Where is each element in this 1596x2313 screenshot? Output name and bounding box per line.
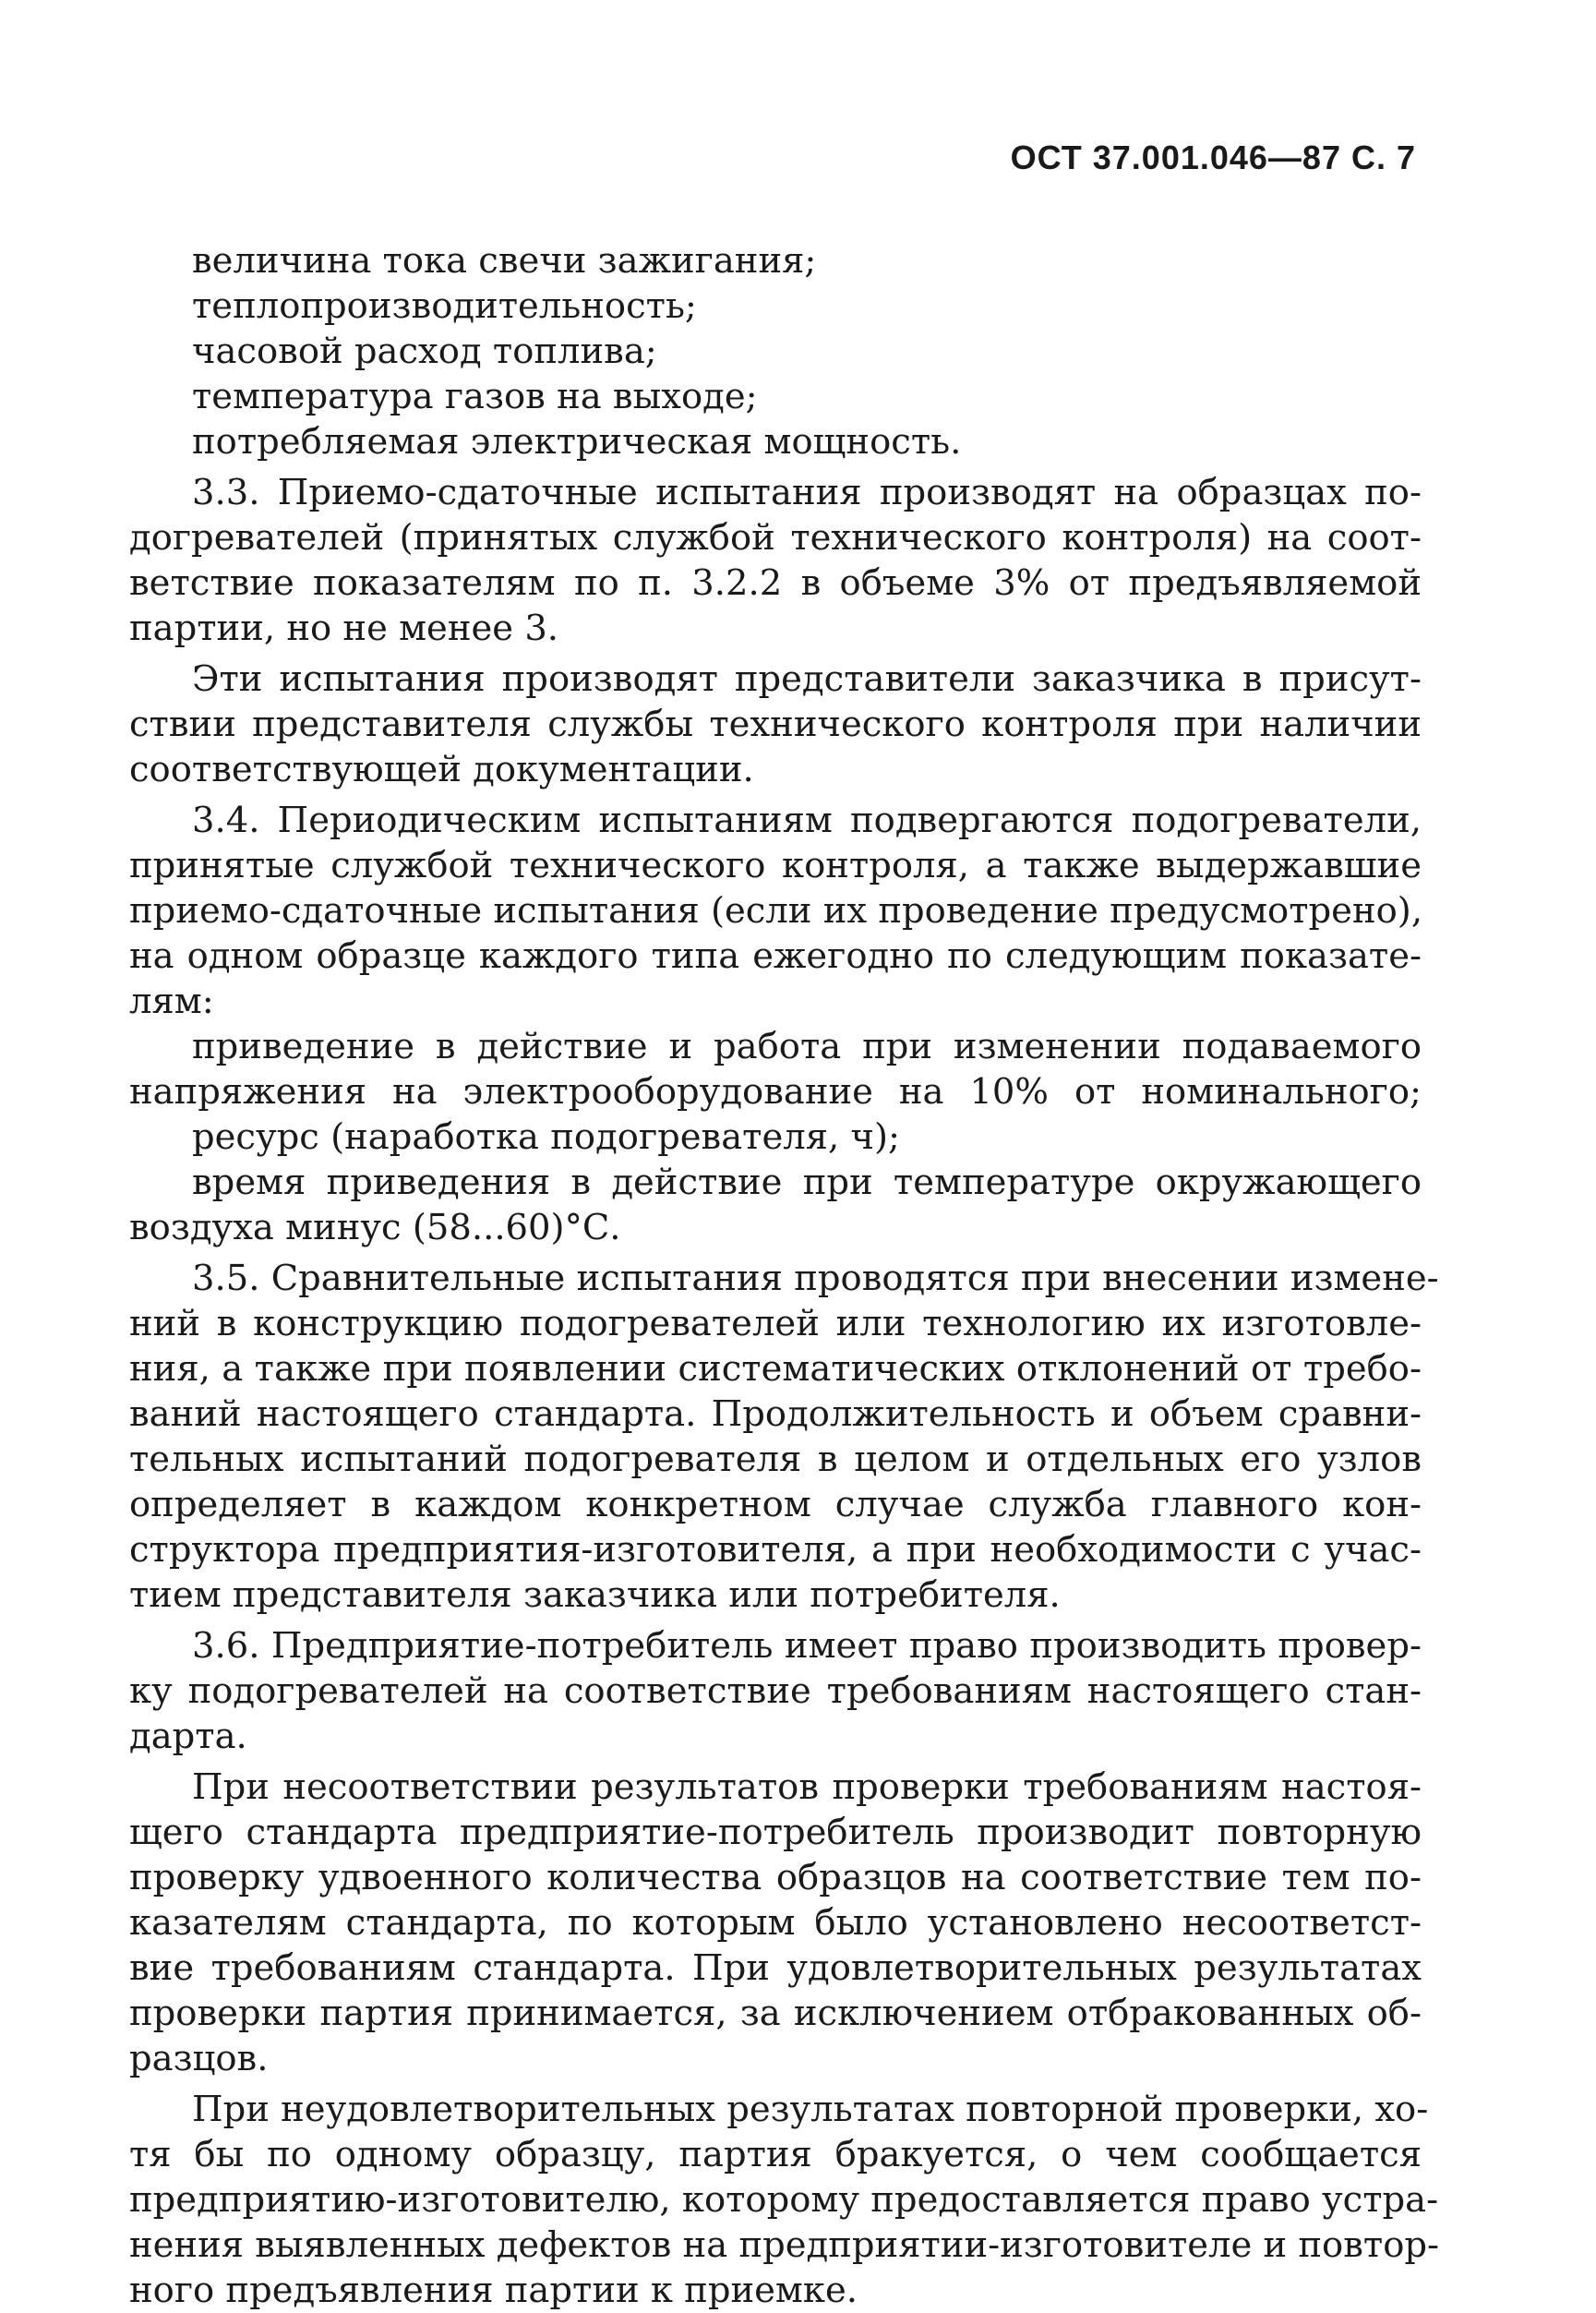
text-line: ветствие показателям по п. 3.2.2 в объеме 3% от предъявляемой [129,562,1422,604]
text-line: время приведения в действие при температуре окружающего [192,1162,1422,1203]
page-header-code: ОСТ 37.001.046—87 С. 7 [1010,139,1416,176]
text-line: партии, но не менее 3. [129,608,559,649]
text-line: ствии представителя службы технического контроля при наличии [129,704,1422,745]
text-line: приемо-сдаточные испытания (если их проведение предусмотрено), [129,890,1423,932]
text-line: потребляемая электрическая мощность. [192,421,962,463]
text-line: теплопроизводительность; [192,285,697,327]
text-line: определяет в каждом конкретном случае служба главного кон- [129,1484,1422,1525]
text-line: тя бы по одному образцу, партия бракуется, о чем сообщается [129,2134,1422,2175]
text-line: соответствующей документации. [129,749,754,790]
text-line: напряжения на электрооборудование на 10% от номинального; [129,1071,1422,1113]
text-line: ний в конструкцию подогревателей или технологию их изготовле- [129,1303,1422,1344]
text-line: дарта. [129,1716,247,1757]
text-line: 3.6. Предприятие-потребитель имеет право производить провер- [192,1625,1422,1667]
text-line: температура газов на выходе; [192,376,758,417]
text-line: структора предприятия-изготовителя, а при необходимости с учас- [129,1529,1422,1571]
text-line: нения выявленных дефектов на предприятии-изготовителе и повтор- [129,2224,1440,2266]
text-line: ного предъявления партии к приемке. [129,2270,858,2311]
text-line: вие требованиям стандарта. При удовлетворительных результатах [129,1947,1422,1989]
text-line: часовой расход топлива; [192,331,657,372]
text-line: разцов. [129,2038,269,2079]
text-line: щего стандарта предприятие-потребитель производит повторную [129,1812,1422,1853]
text-line: При несоответствии результатов проверки требованиям настоя- [192,1766,1422,1808]
document-body [129,238,1440,2313]
text-line: приведение в действие и работа при изменении подаваемого [192,1026,1422,1067]
text-line: Эти испытания производят представители заказчика в присут- [192,658,1422,700]
text-line: на одном образце каждого типа ежегодно по следующим показате- [129,935,1422,977]
text-line: ку подогревателей на соответствие требованиям настоящего стан- [129,1670,1422,1712]
text-line: проверку удвоенного количества образцов на соответствие тем по- [129,1857,1422,1898]
text-line: проверки партия принимается, за исключением отбракованных об- [129,1993,1422,2034]
text-line: казателям стандарта, по которым было установлено несоответст- [129,1902,1422,1944]
text-line: 3.4. Периодическим испытаниям подвергаются подогреватели, [192,800,1422,841]
text-line: догревателей (принятых службой технического контроля) на соот- [129,517,1422,559]
text-line: ния, а также при появлении систематических отклонений от требо- [129,1348,1422,1390]
text-line: тием представителя заказчика или потребителя. [129,1574,1061,1616]
text-line: предприятию-изготовителю, которому предоставляется право устра- [129,2179,1439,2221]
text-line: лям: [129,981,214,1022]
text-line: При неудовлетворительных результатах повторной проверки, хо- [192,2089,1429,2130]
text-line: принятые службой технического контроля, а также выдержавшие [129,845,1422,886]
text-line: тельных испытаний подогревателя в целом и отдельных его узлов [129,1439,1422,1480]
text-line: 3.5. Сравнительные испытания проводятся при внесении измене- [192,1258,1439,1299]
text-line: воздуха минус (58...60)°С. [129,1207,621,1248]
text-line: величина тока свечи зажигания; [192,240,817,282]
text-line: 3.3. Приемо-сдаточные испытания производят на образцах по- [192,472,1422,513]
text-line: ресурс (наработка подогревателя, ч); [192,1116,900,1158]
text-line: ваний настоящего стандарта. Продолжительность и объем сравни- [129,1393,1422,1435]
